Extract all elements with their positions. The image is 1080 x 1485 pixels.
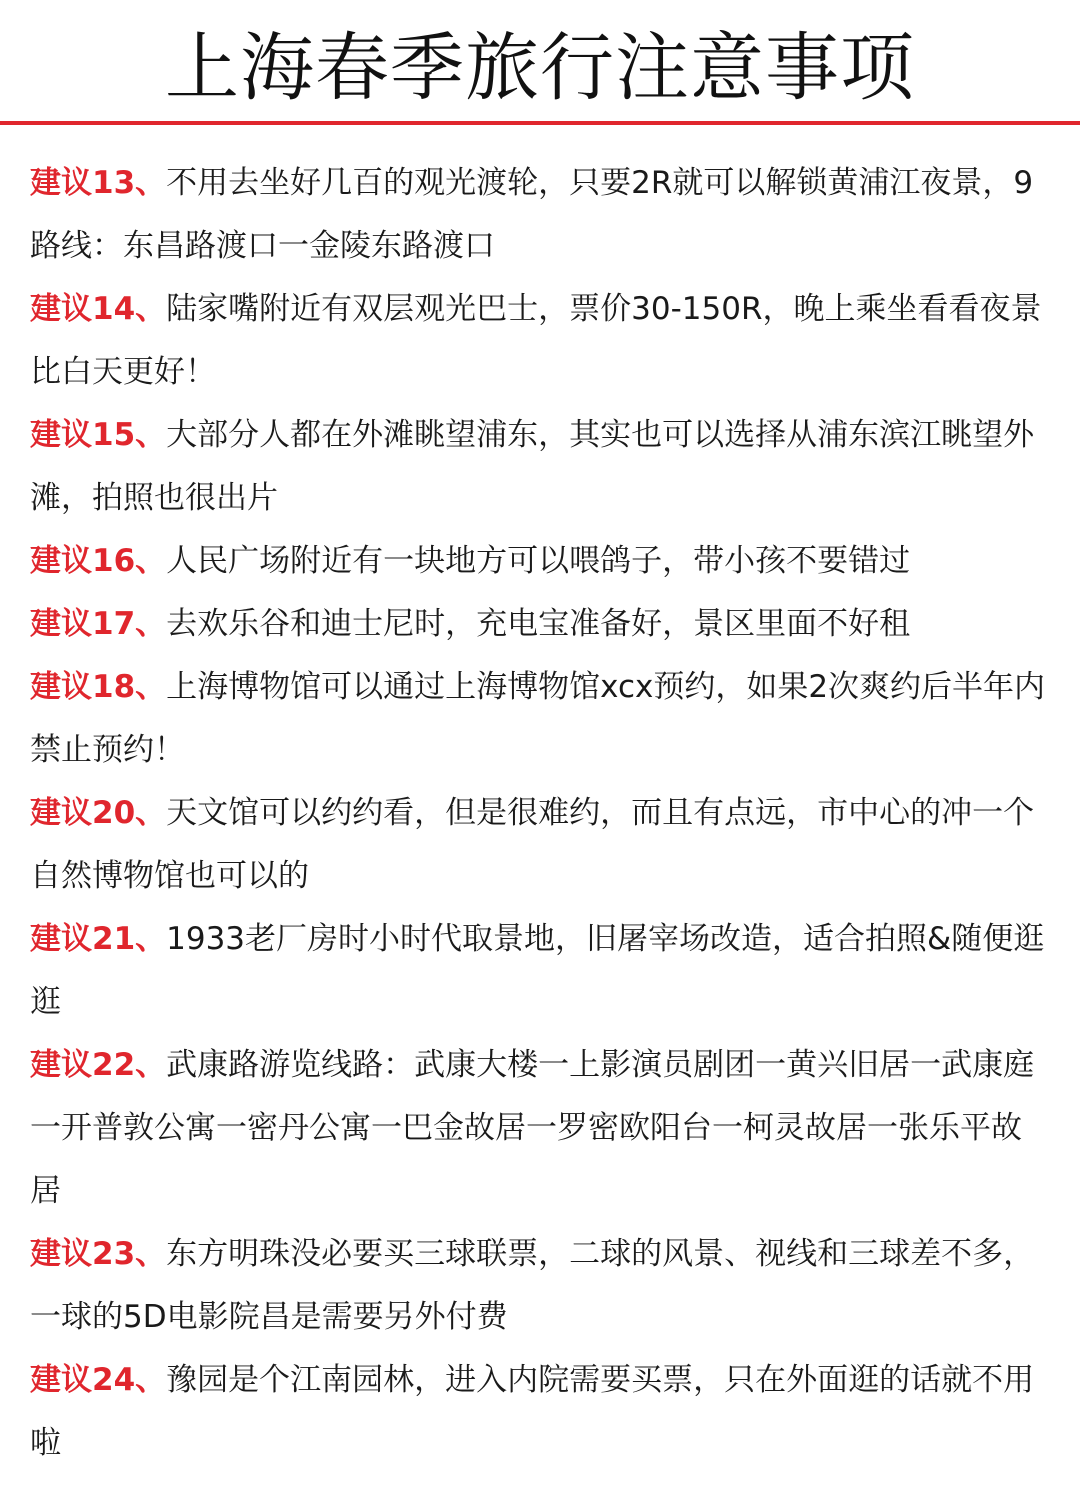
tip-text: 陆家嘴附近有双层观光巴士，票价30-150R，晚上乘坐看看夜景比白天更好！ [30,291,1042,390]
tip-label: 建议14、 [30,291,167,327]
tip-item [30,1034,1052,1223]
tip-item [30,593,1052,656]
tip-label: 建议21、 [30,921,167,957]
tip-label: 建议24、 [30,1362,167,1398]
tip-text: 去欢乐谷和迪士尼时，充电宝准备好，景区里面不好租 [166,606,911,642]
tip-text: 1933老厂房时小时代取景地，旧屠宰场改造，适合拍照&随便逛逛 [30,921,1045,1020]
tip-label: 建议23、 [30,1236,167,1272]
tip-text: 不用去坐好几百的观光渡轮，只要2R就可以解锁黄浦江夜景，9路线：东昌路渡口一金陵东路渡口 [30,165,1034,264]
tip-item [30,404,1052,530]
tip-label: 建议15、 [30,417,167,453]
page-title: 上海春季旅行注意事项 [165,25,915,111]
tip-label: 建议22、 [30,1047,167,1083]
tip-item [30,530,1052,593]
tip-text: 豫园是个江南园林，进入内院需要买票，只在外面逛的话就不用啦 [30,1362,1035,1461]
tip-item [30,656,1052,782]
tip-label: 建议17、 [30,606,167,642]
tip-text: 大部分人都在外滩眺望浦东，其实也可以选择从浦东滨江眺望外滩，拍照也很出片 [30,417,1035,516]
tip-label: 建议18、 [30,669,167,705]
tip-item [30,278,1052,404]
tip-item [30,908,1052,1034]
title-divider [0,121,1080,125]
tips-list [30,152,1052,1475]
tip-label: 建议13、 [30,165,167,201]
tip-item [30,1349,1052,1475]
tip-item [30,1223,1052,1349]
tip-text: 天文馆可以约约看，但是很难约，而且有点远，市中心的冲一个自然博物馆也可以的 [30,795,1035,894]
tip-text: 上海博物馆可以通过上海博物馆xcx预约，如果2次爽约后半年内禁止预约！ [30,669,1046,768]
tip-label: 建议16、 [30,543,167,579]
tip-item [30,782,1052,908]
tip-label: 建议20、 [30,795,167,831]
tip-item [30,152,1052,278]
tip-text: 人民广场附近有一块地方可以喂鸽子，带小孩不要错过 [166,543,911,579]
tip-text: 东方明珠没必要买三球联票，二球的风景、视线和三球差不多，一球的5D电影院昌是需要另外付费 [30,1236,1035,1335]
tip-text: 武康路游览线路：武康大楼一上影演员剧团一黄兴旧居一武康庭一开普敦公寓一密丹公寓一巴金故居一罗密欧阳台一柯灵故居一张乐平故居 [30,1047,1035,1209]
